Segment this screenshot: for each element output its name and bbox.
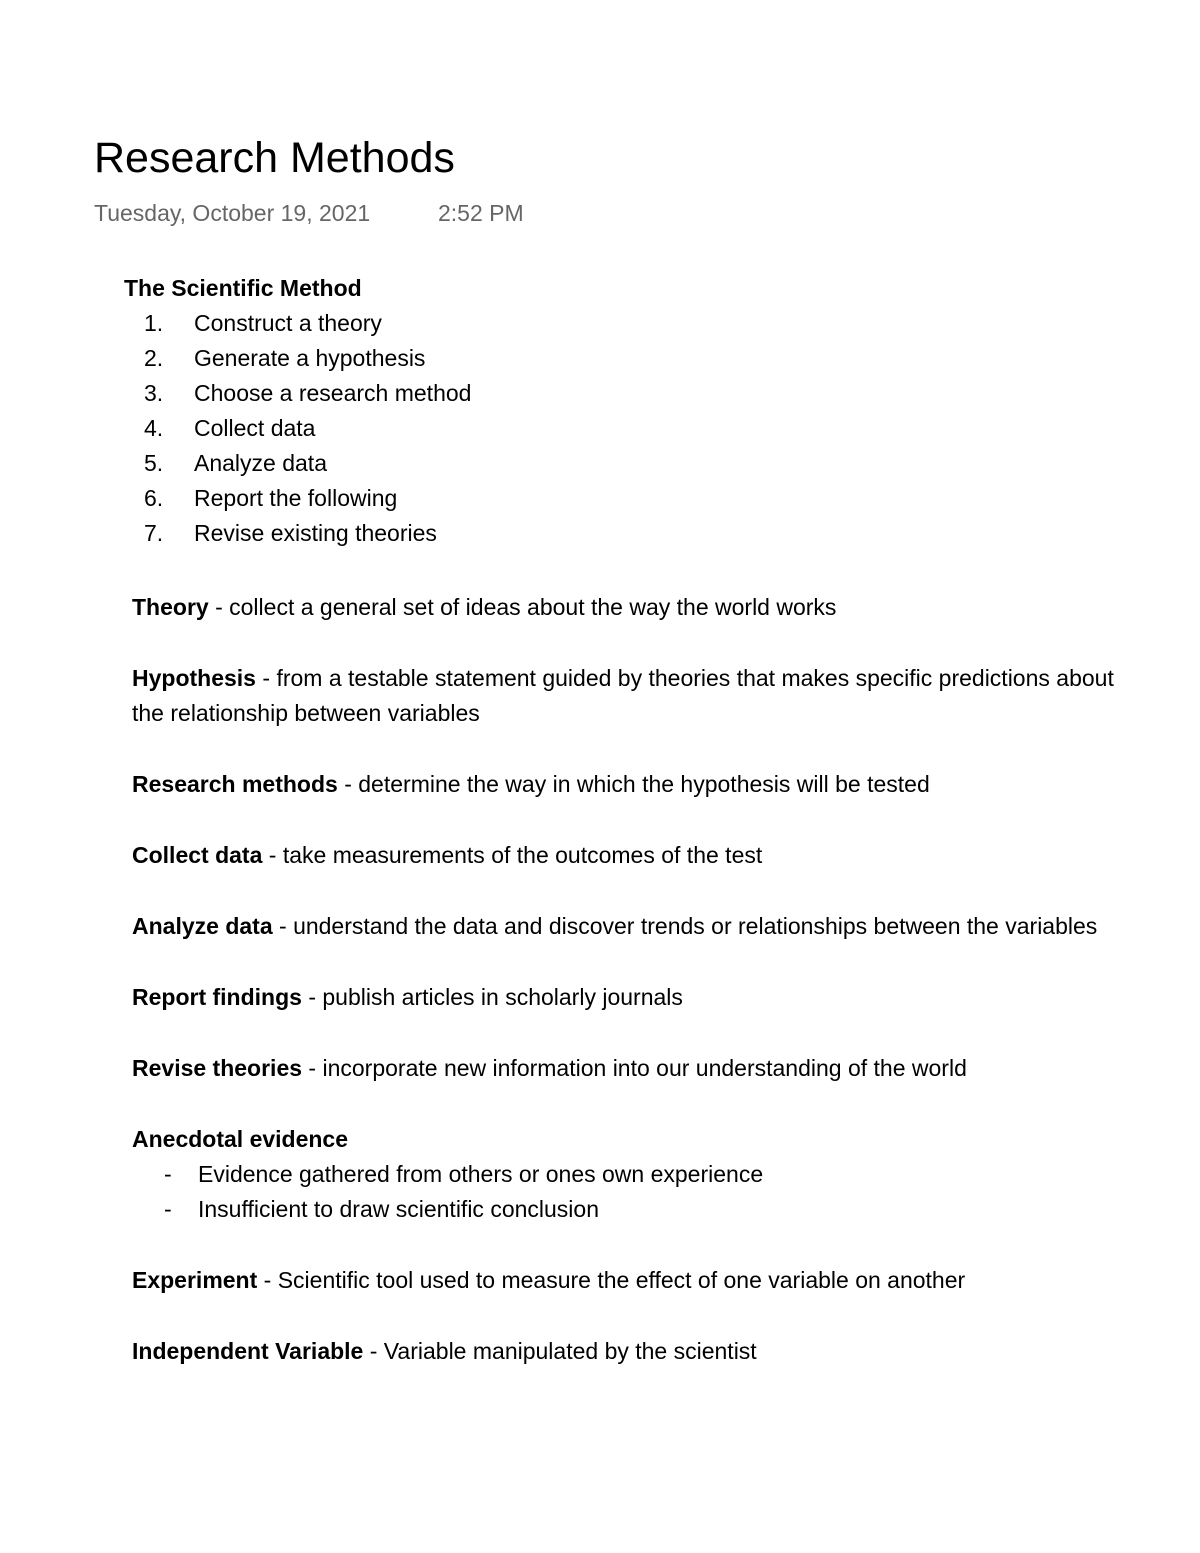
definition-separator: -	[363, 1338, 384, 1364]
definition-separator: -	[262, 842, 283, 868]
step-number: 4.	[144, 415, 164, 441]
step-text: Collect data	[194, 415, 316, 441]
step-text: Construct a theory	[194, 310, 382, 336]
definition-term: Theory	[132, 594, 209, 620]
note-date: Tuesday, October 19, 2021	[94, 200, 371, 226]
list-item	[124, 482, 471, 517]
step-number: 3.	[144, 380, 164, 406]
step-number: 6.	[144, 485, 164, 511]
definition-text: from a testable statement guided by theories that makes specific predictions about the relationship between variables	[132, 665, 1114, 726]
definition-separator: -	[255, 665, 277, 691]
step-text: Choose a research method	[194, 380, 472, 406]
list-item	[132, 1157, 1142, 1192]
list-item	[124, 447, 471, 482]
page-title: Research Methods	[94, 134, 455, 182]
definition-term: Hypothesis	[132, 665, 256, 691]
bullet-text: Insufficient to draw scientific conclusion	[198, 1196, 599, 1222]
definition-collect-data	[132, 838, 1142, 873]
step-text: Revise existing theories	[194, 520, 437, 546]
definition-separator: -	[257, 1267, 278, 1293]
list-item	[124, 377, 471, 412]
definition-term: Research methods	[132, 771, 338, 797]
definition-theory	[132, 590, 1142, 625]
definition-text: Scientific tool used to measure the effect of one variable on another	[277, 1267, 966, 1293]
step-number: 5.	[144, 450, 164, 476]
definition-separator: -	[302, 1055, 323, 1081]
list-item	[124, 517, 471, 552]
definitions	[132, 590, 1142, 1405]
definition-separator: -	[208, 594, 230, 620]
definition-text: determine the way in which the hypothesis will be tested	[358, 771, 930, 797]
step-number: 2.	[144, 345, 164, 371]
definition-experiment	[132, 1263, 1142, 1298]
definition-term: Report findings	[132, 984, 302, 1010]
step-number: 1.	[144, 310, 164, 336]
step-text: Report the following	[194, 485, 398, 511]
definition-analyze-data	[132, 909, 1142, 944]
definition-revise-theories	[132, 1051, 1142, 1086]
definition-text: Variable manipulated by the scientist	[383, 1338, 757, 1364]
definition-independent-variable	[132, 1334, 1142, 1369]
definition-term: Independent Variable	[132, 1338, 364, 1364]
list-item	[124, 342, 471, 377]
bullet-text: Evidence gathered from others or ones own experience	[198, 1161, 764, 1187]
definition-separator: -	[337, 771, 359, 797]
list-item	[124, 412, 471, 447]
step-text: Generate a hypothesis	[194, 345, 426, 371]
definition-research-methods	[132, 767, 1142, 802]
definition-separator: -	[301, 984, 323, 1010]
step-number: 7.	[144, 520, 164, 546]
scientific-method-heading: The Scientific Method	[124, 275, 362, 301]
anecdotal-evidence-heading: Anecdotal evidence	[132, 1126, 349, 1152]
definition-term: Experiment	[132, 1267, 258, 1293]
bullet-dash: -	[164, 1196, 172, 1222]
definition-text: incorporate new information into our understanding of the world	[322, 1055, 967, 1081]
note-time: 2:52 PM	[438, 200, 524, 226]
anecdotal-evidence-list	[132, 1157, 1142, 1227]
definition-report-findings	[132, 980, 1142, 1015]
definition-separator: -	[272, 913, 294, 939]
definition-text: collect a general set of ideas about the way the world works	[229, 594, 837, 620]
definition-term: Collect data	[132, 842, 263, 868]
definition-text: publish articles in scholarly journals	[322, 984, 683, 1010]
definition-text: take measurements of the outcomes of the test	[282, 842, 763, 868]
list-item	[124, 307, 471, 342]
bullet-dash: -	[164, 1161, 172, 1187]
definition-term: Analyze data	[132, 913, 273, 939]
step-text: Analyze data	[194, 450, 327, 476]
definition-term: Revise theories	[132, 1055, 303, 1081]
scientific-method-steps	[124, 307, 471, 552]
list-item	[132, 1192, 1142, 1227]
definition-text: understand the data and discover trends or relationships between the variables	[293, 913, 1098, 939]
definition-hypothesis	[132, 661, 1142, 731]
